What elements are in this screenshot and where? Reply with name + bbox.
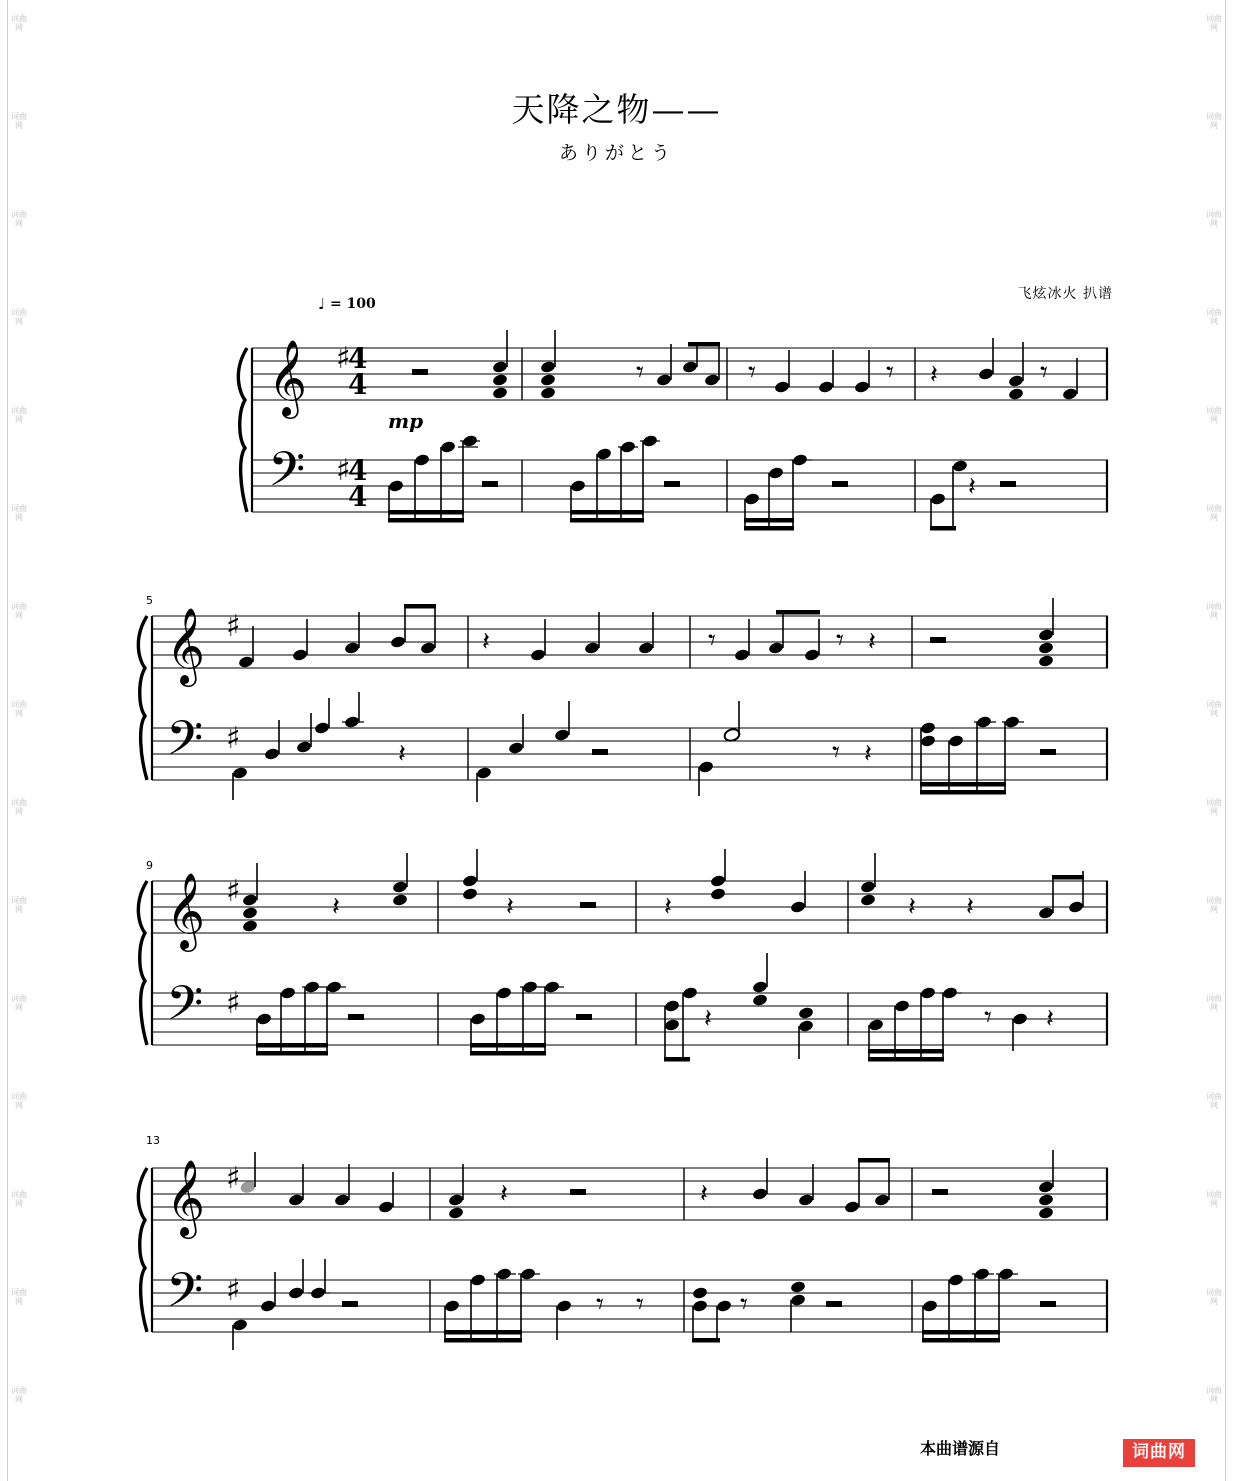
staff-system-1 bbox=[0, 320, 1233, 550]
svg-text:𝄽: 𝄽 bbox=[1046, 1004, 1054, 1034]
page-subtitle: ありがとう bbox=[558, 142, 674, 164]
watermark-text: 词曲网 bbox=[1206, 406, 1222, 424]
staff-system-1-notation bbox=[0, 320, 1233, 550]
svg-text:𝄞: 𝄞 bbox=[166, 872, 206, 949]
svg-text:𝄽: 𝄽 bbox=[700, 1179, 708, 1209]
svg-text:𝄽: 𝄽 bbox=[482, 627, 490, 657]
svg-text:𝄽: 𝄽 bbox=[506, 892, 514, 922]
svg-text:𝄢: 𝄢 bbox=[166, 1262, 204, 1330]
svg-text:𝄾: 𝄾 bbox=[708, 623, 716, 658]
page-title: 天降之物—— bbox=[511, 90, 722, 129]
svg-text:𝄽: 𝄽 bbox=[704, 1004, 712, 1034]
staff-system-3-notation bbox=[0, 845, 1233, 1075]
watermark-text: 词曲网 bbox=[1206, 210, 1222, 228]
watermark-text: 词曲网 bbox=[11, 994, 27, 1012]
svg-text:𝄽: 𝄽 bbox=[864, 739, 872, 769]
watermark-text: 词曲网 bbox=[11, 14, 27, 32]
svg-text:𝄢: 𝄢 bbox=[166, 710, 204, 778]
watermark-text: 词曲网 bbox=[11, 210, 27, 228]
svg-text:𝄽: 𝄽 bbox=[332, 892, 340, 922]
dynamic-marking-mp: mp bbox=[388, 409, 424, 433]
measure-number-5: 5 bbox=[146, 594, 153, 607]
watermark-text: 词曲网 bbox=[11, 700, 27, 718]
svg-text:𝄾: 𝄾 bbox=[596, 1287, 604, 1322]
svg-text:𝄞: 𝄞 bbox=[268, 339, 308, 416]
staff-system-4-notation bbox=[0, 1120, 1233, 1350]
svg-text:♯: ♯ bbox=[336, 341, 351, 376]
svg-text:𝄾: 𝄾 bbox=[832, 735, 840, 770]
watermark-text: 词曲网 bbox=[1206, 14, 1222, 32]
svg-text:𝄾: 𝄾 bbox=[748, 355, 756, 390]
watermark-text: 词曲网 bbox=[11, 1190, 27, 1208]
watermark-text: 词曲网 bbox=[1206, 504, 1222, 522]
svg-text:𝄽: 𝄽 bbox=[664, 892, 672, 922]
measure-number-9: 9 bbox=[146, 859, 153, 872]
arranger-credit: 飞炫冰火 扒谱 bbox=[1017, 286, 1113, 302]
svg-text:𝄢: 𝄢 bbox=[268, 441, 306, 509]
svg-text:𝄽: 𝄽 bbox=[908, 892, 916, 922]
svg-text:4: 4 bbox=[348, 368, 368, 401]
watermark-text: 词曲网 bbox=[11, 798, 27, 816]
watermark-text: 词曲网 bbox=[1206, 1386, 1222, 1404]
svg-text:𝄾: 𝄾 bbox=[836, 623, 844, 658]
watermark-text: 词曲网 bbox=[1206, 700, 1222, 718]
watermark-text: 词曲网 bbox=[11, 112, 27, 130]
watermark-text: 词曲网 bbox=[1206, 896, 1222, 914]
staff-system-2 bbox=[0, 580, 1233, 810]
svg-text:𝄢: 𝄢 bbox=[166, 975, 204, 1043]
watermark-text: 词曲网 bbox=[11, 896, 27, 914]
watermark-text: 词曲网 bbox=[1206, 798, 1222, 816]
svg-text:♯: ♯ bbox=[226, 874, 241, 909]
watermark-text: 词曲网 bbox=[1206, 602, 1222, 620]
svg-text:𝄾: 𝄾 bbox=[740, 1287, 748, 1322]
quarter-note-icon: ♩ bbox=[318, 295, 326, 313]
footer-source-label: 本曲谱源自 bbox=[919, 1439, 1000, 1458]
watermark-text: 词曲网 bbox=[1206, 994, 1222, 1012]
svg-text:𝄽: 𝄽 bbox=[398, 739, 406, 769]
svg-text:♯: ♯ bbox=[226, 1273, 241, 1308]
svg-text:♯: ♯ bbox=[226, 609, 241, 644]
measure-number-13: 13 bbox=[146, 1134, 160, 1147]
svg-text:𝄾: 𝄾 bbox=[886, 355, 894, 390]
staff-system-4 bbox=[0, 1120, 1233, 1350]
watermark-text: 词曲网 bbox=[1206, 308, 1222, 326]
svg-text:𝄾: 𝄾 bbox=[1040, 355, 1048, 390]
watermark-text: 词曲网 bbox=[11, 406, 27, 424]
svg-text:𝄽: 𝄽 bbox=[868, 627, 876, 657]
watermark-text: 词曲网 bbox=[1206, 1288, 1222, 1306]
watermark-text: 词曲网 bbox=[11, 1092, 27, 1110]
watermark-text: 词曲网 bbox=[1206, 112, 1222, 130]
svg-text:♯: ♯ bbox=[336, 453, 351, 488]
svg-text:𝄾: 𝄾 bbox=[636, 355, 644, 390]
svg-text:♯: ♯ bbox=[226, 1161, 241, 1196]
watermark-text: 词曲网 bbox=[11, 308, 27, 326]
watermark-text: 词曲网 bbox=[11, 1288, 27, 1306]
svg-text:𝄽: 𝄽 bbox=[500, 1179, 508, 1209]
svg-text:4: 4 bbox=[348, 342, 368, 375]
svg-text:4: 4 bbox=[348, 454, 368, 487]
staff-system-3 bbox=[0, 845, 1233, 1075]
tempo-value: = 100 bbox=[329, 296, 376, 312]
svg-text:𝄞: 𝄞 bbox=[166, 607, 206, 684]
svg-text:𝄾: 𝄾 bbox=[984, 1000, 992, 1035]
svg-text:♯: ♯ bbox=[226, 721, 241, 756]
staff-system-2-notation bbox=[0, 580, 1233, 810]
watermark-text: 词曲网 bbox=[11, 1386, 27, 1404]
svg-text:𝄽: 𝄽 bbox=[968, 472, 976, 502]
watermark-text: 词曲网 bbox=[1206, 1190, 1222, 1208]
svg-text:𝄾: 𝄾 bbox=[636, 1287, 644, 1322]
svg-text:4: 4 bbox=[348, 480, 368, 513]
watermark-text: 词曲网 bbox=[1206, 1092, 1222, 1110]
svg-text:𝄽: 𝄽 bbox=[930, 360, 938, 390]
svg-text:♯: ♯ bbox=[226, 986, 241, 1021]
tempo-marking bbox=[318, 294, 376, 312]
svg-text:𝄽: 𝄽 bbox=[966, 892, 974, 922]
svg-text:𝄞: 𝄞 bbox=[166, 1159, 206, 1236]
watermark-text: 词曲网 bbox=[11, 602, 27, 620]
site-logo[interactable]: 词曲网 bbox=[1123, 1439, 1195, 1467]
watermark-text: 词曲网 bbox=[11, 504, 27, 522]
